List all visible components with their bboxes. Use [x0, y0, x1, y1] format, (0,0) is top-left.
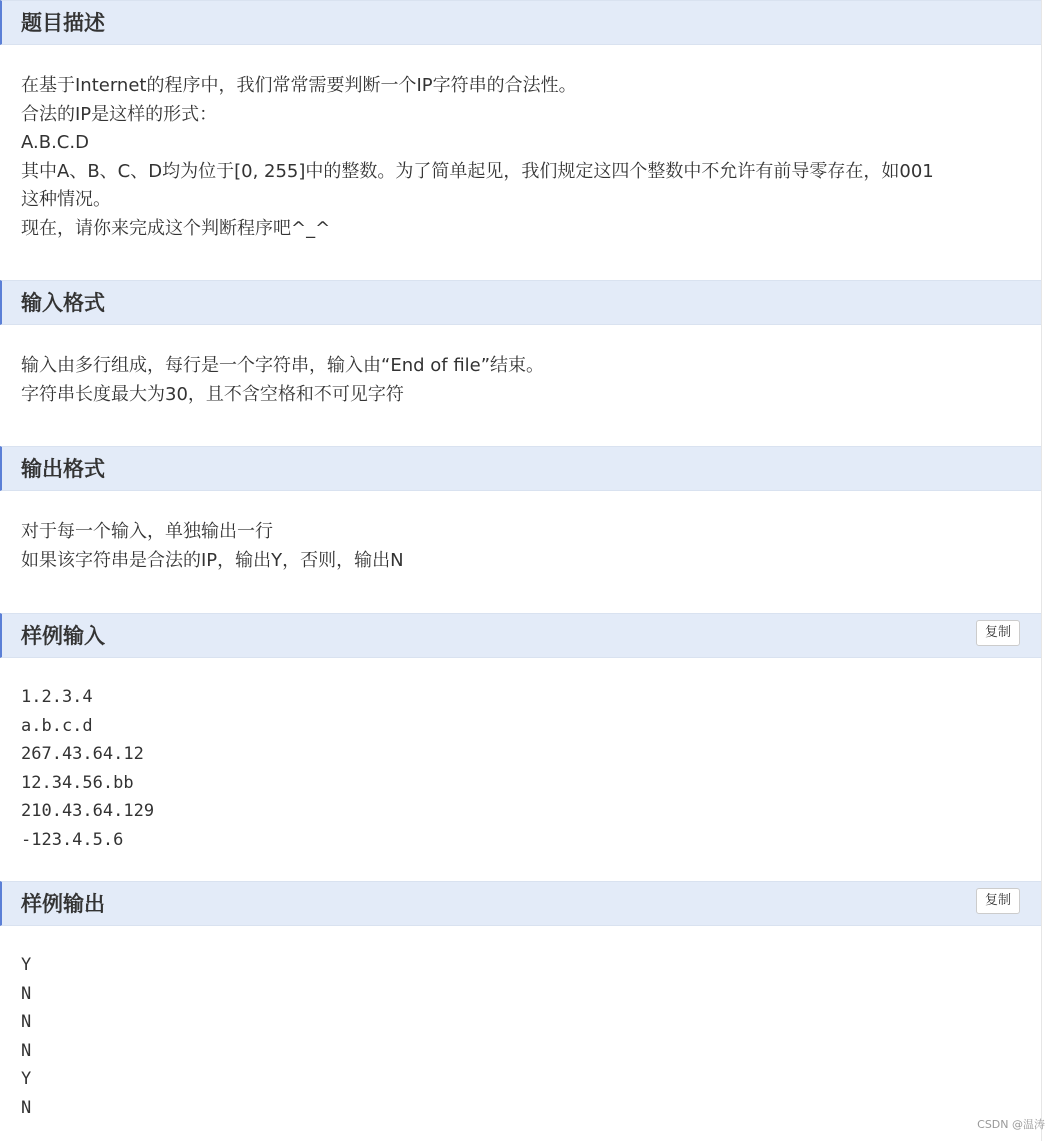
input-format-line: 字符串长度最大为30，且不含空格和不可见字符 — [21, 383, 404, 405]
description-text — [21, 72, 1016, 243]
description-line: A.B.C.D — [21, 132, 89, 153]
sample-output-line: N — [21, 983, 32, 1004]
sample-output-line: Y — [21, 955, 32, 975]
sample-output-code — [21, 951, 31, 1123]
output-format-line: 对于每一个输入，单独输出一行 — [21, 521, 273, 542]
section-title-description: 题目描述 — [21, 11, 105, 35]
section-header-description — [0, 0, 1041, 45]
sample-input-line: 1.2.3.4 — [21, 687, 93, 707]
sample-input-line: a.b.c.d — [21, 715, 93, 736]
output-format-text — [21, 518, 1016, 575]
description-line: 现在，请你来完成这个判断程序吧^_^ — [21, 217, 331, 239]
output-format-line: 如果该字符串是合法的IP，输出Y，否则，输出N — [21, 549, 404, 571]
description-line: 合法的IP是这样的形式： — [21, 103, 218, 125]
description-line: 在基于Internet的程序中，我们常常需要判断一个IP字符串的合法性。 — [21, 75, 577, 96]
sample-output-line: Y — [21, 1069, 32, 1090]
section-title-input-format: 输入格式 — [21, 291, 105, 315]
section-title-sample-input: 样例输入 — [21, 624, 105, 648]
csdn-watermark: CSDN @温涛 — [977, 1118, 1045, 1131]
description-line: 这种情况。 — [21, 189, 111, 210]
sample-output-line: N — [21, 1012, 32, 1033]
copy-sample-input-button[interactable]: 复制 — [976, 620, 1020, 646]
sample-output-line: N — [21, 1040, 32, 1061]
sample-input-line: 210.43.64.129 — [21, 801, 155, 822]
input-format-line: 输入由多行组成，每行是一个字符串，输入由“End of file”结束。 — [21, 355, 545, 376]
section-title-output-format: 输出格式 — [21, 457, 105, 481]
sample-input-line: 12.34.56.bb — [21, 772, 134, 793]
description-line: 其中A、B、C、D均为位于[0, 255]中的整数。为了简单起见，我们规定这四个整数中不允许有前导零存在，如001 — [21, 160, 934, 182]
section-header-sample-output — [0, 881, 1041, 926]
section-header-sample-input — [0, 613, 1041, 658]
section-header-output-format — [0, 446, 1041, 491]
copy-sample-output-button[interactable]: 复制 — [976, 888, 1020, 914]
sample-input-line: 267.43.64.12 — [21, 744, 144, 765]
sample-input-line: -123.4.5.6 — [21, 829, 124, 850]
sample-output-line: N — [21, 1097, 32, 1118]
input-format-text — [21, 352, 1016, 409]
section-title-sample-output: 样例输出 — [21, 892, 105, 916]
sample-input-code — [21, 683, 154, 855]
section-header-input-format — [0, 280, 1041, 325]
